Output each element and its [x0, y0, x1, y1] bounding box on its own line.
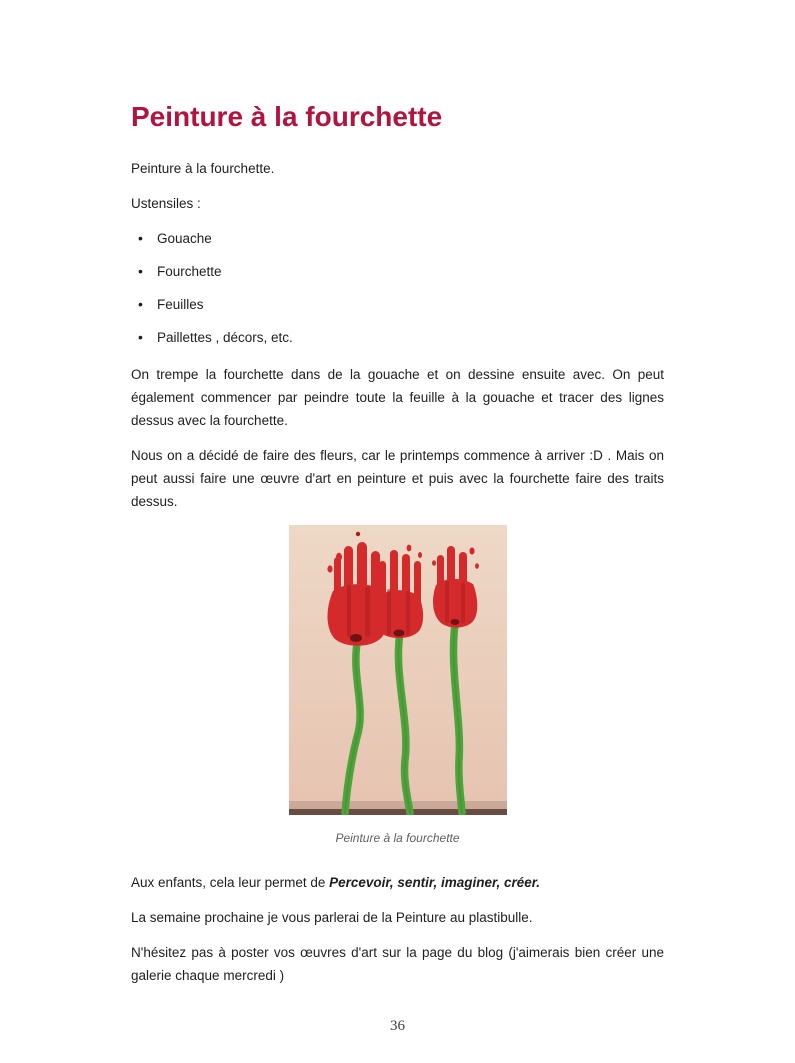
page-number: 36: [390, 1018, 405, 1034]
fork-painting-image: [289, 525, 507, 815]
list-item-gouache: • Gouache: [131, 227, 664, 250]
figure-fork-painting: [131, 525, 664, 846]
benefits-emphasis: Percevoir, sentir, imaginer, créer.: [329, 875, 541, 890]
paragraph-flowers: Nous on a décidé de faire des fleurs, car le printemps commence à arriver :D . Mais on peut aussi faire une œuvre d'art en peinture et puis avec la fourchette faire des traits dessus.: [131, 448, 664, 509]
paragraph-benefits: [131, 871, 664, 894]
page-title: Peinture à la fourchette: [131, 101, 443, 132]
intro-paragraph: Peinture à la fourchette.: [131, 161, 275, 176]
figure-caption: Peinture à la fourchette: [335, 831, 460, 845]
benefits-text: Aux enfants, cela leur permet de: [131, 875, 330, 890]
utensils-list: [131, 227, 664, 349]
tulips-painting-graphic: [289, 525, 507, 815]
paragraph-next-week: La semaine prochaine je vous parlerai de la Peinture au plastibulle.: [131, 910, 533, 925]
list-item-feuilles: • Feuilles: [131, 293, 664, 316]
paragraph-blog: N'hésitez pas à poster vos œuvres d'art sur la page du blog (j'aimerais bien créer une galerie chaque mercredi ): [131, 945, 664, 983]
paragraph-method: On trempe la fourchette dans de la gouache et on dessine ensuite avec. On peut également commencer par peindre toute la feuille à la gouache et tracer des lignes dessus avec la fourchette.: [131, 367, 664, 428]
list-item-paillettes: • Paillettes , décors, etc.: [131, 326, 664, 349]
page-footer: [0, 1015, 795, 1038]
ustensiles-label: Ustensiles :: [131, 196, 201, 211]
list-item-fourchette: • Fourchette: [131, 260, 664, 283]
